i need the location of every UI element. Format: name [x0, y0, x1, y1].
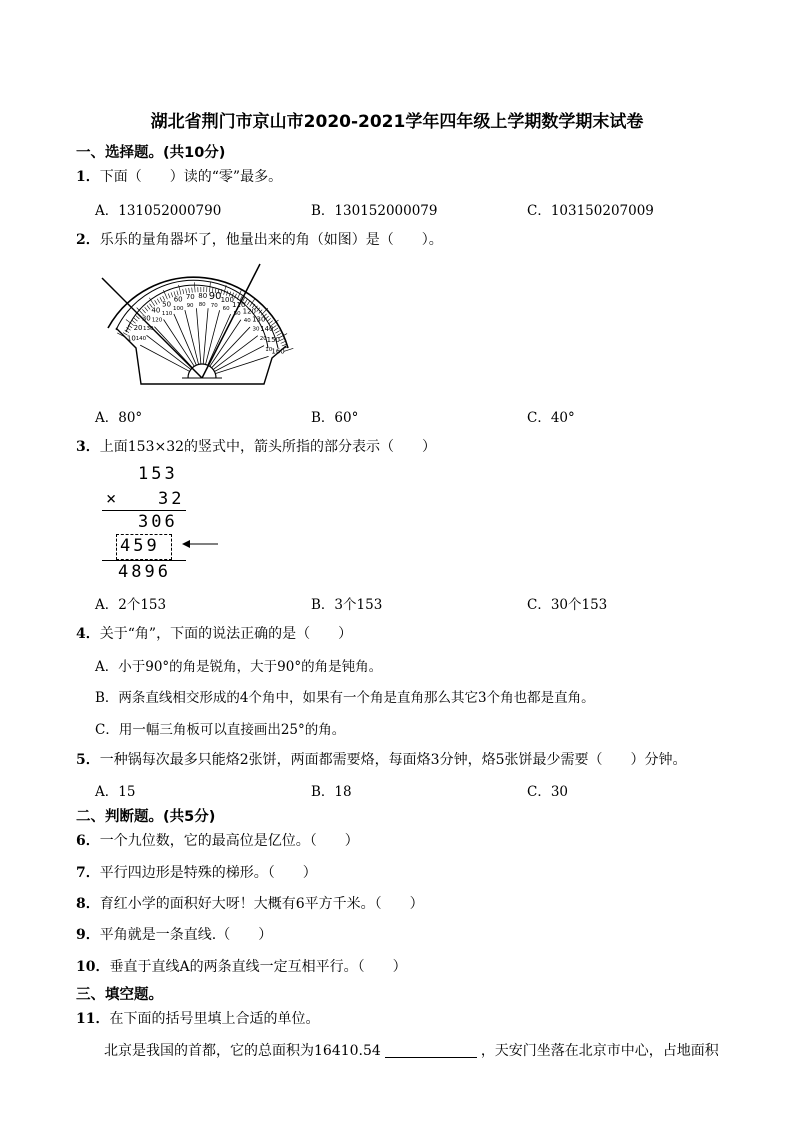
- protractor-inner-label: 110: [161, 310, 173, 317]
- protractor-tick: [157, 299, 159, 303]
- protractor-inner-label: 50: [233, 311, 241, 318]
- option-c: C．40°: [527, 410, 575, 426]
- protractor-tick: [192, 288, 193, 293]
- question-number: 5．: [76, 752, 100, 768]
- protractor-outer-label: 100: [220, 296, 234, 305]
- multiplicand: 153: [138, 464, 178, 484]
- protractor-inner-label: 130: [142, 326, 154, 333]
- question-number: 9．: [76, 927, 100, 943]
- broken-protractor-figure: [96, 258, 296, 388]
- protractor-outer-label: 150: [266, 335, 281, 344]
- protractor-tick: [183, 289, 184, 294]
- protractor-tick: [224, 285, 227, 295]
- question-2: [76, 229, 443, 249]
- protractor-outer-label: 140: [260, 325, 274, 334]
- paragraph-text: ，天安门坐落在北京市中心，占地面积: [480, 1043, 719, 1059]
- protractor-outer-label: 90: [208, 291, 222, 303]
- protractor-ray: [185, 310, 199, 364]
- protractor-ray: [215, 356, 268, 373]
- question-number: 10．: [76, 959, 110, 975]
- question-text: 育红小学的面积好大呀！大概有6平方千米。（ ）: [99, 896, 424, 912]
- protractor-tick: [274, 328, 278, 331]
- protractor-outer-label: 70: [185, 292, 195, 301]
- protractor-tick: [281, 341, 286, 343]
- protractor-tick: [136, 316, 140, 319]
- protractor-tick: [132, 320, 136, 323]
- protractor-tick: [134, 318, 138, 321]
- question-number: 1．: [76, 169, 100, 185]
- protractor-tick: [275, 331, 279, 334]
- protractor-inner-label: 60: [222, 306, 230, 313]
- option-b: B．60°: [311, 410, 359, 426]
- protractor-inner-label: 40: [243, 317, 251, 324]
- protractor-inner-label: 10: [265, 347, 273, 354]
- question-8: [76, 893, 424, 913]
- question-text: 一种锅每次最多只能烙2张饼，两面都需要烙，每面烙3分钟，烙5张饼最少需要（ ）分钟。: [99, 752, 687, 768]
- question-9: [76, 924, 272, 944]
- question-3: [76, 436, 436, 456]
- protractor-tick: [267, 318, 271, 321]
- protractor-inner-label: 80: [198, 302, 206, 309]
- question-text: 乐乐的量角器坏了，他量出来的角（如图）是（ ）。: [99, 232, 443, 248]
- option-b: B．130152000079: [311, 203, 438, 219]
- partial-product-2: 459: [120, 536, 160, 556]
- protractor-outer-label: 20: [133, 323, 143, 332]
- question-text: 关于“角”，下面的说法正确的是（ ）: [99, 626, 353, 642]
- question-number: 2．: [76, 232, 100, 248]
- question-11-paragraph: [104, 1040, 719, 1060]
- option-c: C．用一幅三角板可以直接画出25°的角。: [95, 722, 346, 738]
- question-text: 平行四边形是特殊的梯形。（ ）: [99, 865, 317, 881]
- option-a: A．80°: [95, 410, 143, 426]
- protractor-outer-label: 60: [173, 295, 183, 304]
- protractor-ray: [154, 327, 192, 368]
- protractor-inner-label: 120: [151, 317, 163, 324]
- question-number: 8．: [76, 896, 100, 912]
- question-7: [76, 862, 317, 882]
- question-text: 一个九位数，它的最高位是亿位。（ ）: [99, 833, 359, 849]
- protractor-tick: [155, 300, 158, 304]
- protractor-tick: [247, 301, 250, 305]
- question-text: 垂直于直线A的两条直线一定互相平行。（ ）: [109, 959, 407, 975]
- protractor-tick: [280, 339, 285, 341]
- option-b: B．18: [311, 784, 352, 800]
- option-c: C．30个153: [527, 597, 608, 613]
- protractor-inner-label: 100: [173, 306, 184, 313]
- protractor-outer-label: 10: [126, 334, 136, 343]
- section-heading-choice: 一、选择题。(共10分): [76, 145, 226, 161]
- multiplier: 32: [158, 489, 185, 509]
- protractor-inner-label: 30: [252, 326, 260, 333]
- protractor-outer-label: 130: [252, 315, 266, 324]
- paragraph-text: 北京是我国的首都，它的总面积为16410.54: [104, 1043, 381, 1059]
- multiply-sign: ×: [106, 489, 120, 509]
- question-number: 6．: [76, 833, 100, 849]
- protractor-ray: [203, 308, 208, 364]
- arrow-icon: [180, 538, 220, 550]
- protractor-ray: [196, 308, 200, 364]
- question-10: [76, 956, 407, 976]
- vertical-multiplication: [96, 462, 226, 582]
- page-title: 湖北省荆门市京山市2020-2021学年四年级上学期数学期末试卷: [150, 112, 644, 132]
- answer-blank[interactable]: [385, 1043, 477, 1058]
- section-heading-judgement: 二、判断题。(共5分): [76, 809, 216, 825]
- option-c: C．103150207009: [527, 203, 654, 219]
- protractor-outer-label: 40: [151, 306, 161, 315]
- question-4: [76, 623, 352, 643]
- protractor-tick: [142, 309, 145, 313]
- option-a: A．131052000790: [95, 203, 222, 219]
- question-number: 7．: [76, 865, 100, 881]
- protractor-outer-label: 80: [198, 292, 208, 301]
- option-b: B．两条直线相交形成的4个角中，如果有一个角是直角那么其它3个角也都是直角。: [95, 690, 595, 706]
- protractor-tick: [147, 305, 150, 309]
- protractor-inner-label: 70: [210, 303, 218, 310]
- question-6: [76, 830, 359, 850]
- question-text: 在下面的括号里填上合适的单位。: [109, 1011, 320, 1027]
- question-text: 平角就是一条直线.（ ）: [99, 927, 273, 943]
- protractor-tick: [171, 292, 173, 297]
- protractor-tick: [261, 308, 268, 315]
- option-a: A．小于90°的角是锐角，大于90°的角是钝角。: [95, 659, 383, 675]
- option-a: A．15: [95, 784, 136, 800]
- question-1: [76, 166, 282, 186]
- protractor-inner-label: 20: [259, 336, 267, 343]
- question-number: 3．: [76, 439, 100, 455]
- protractor-inner-label: 90: [186, 302, 194, 309]
- question-5: [76, 749, 686, 769]
- protractor-tick: [177, 291, 178, 296]
- question-text: 上面153×32的竖式中，箭头所指的部分表示（ ）: [99, 439, 437, 455]
- protractor-outer-label: 110: [232, 300, 246, 309]
- protractor-outer-label: 120: [242, 307, 257, 316]
- question-number: 4．: [76, 626, 100, 642]
- protractor-tick: [269, 321, 273, 324]
- protractor-outer-label: 30: [141, 314, 151, 323]
- protractor-outer-label: 50: [162, 300, 172, 309]
- protractor-tick: [284, 348, 294, 351]
- protractor-outer-label: 160: [271, 347, 285, 356]
- product: 4896: [118, 562, 171, 582]
- partial-product-1: 306: [138, 512, 178, 532]
- option-b: B．3个153: [311, 597, 383, 613]
- calc-rule: [102, 510, 186, 511]
- question-text: 下面（ ）读的“零”最多。: [99, 169, 283, 185]
- question-11: [76, 1008, 319, 1028]
- question-number: 11．: [76, 1011, 110, 1027]
- protractor-inner-label: 140: [135, 335, 147, 342]
- option-a: A．2个153: [95, 597, 167, 613]
- protractor-tick: [194, 282, 195, 292]
- calc-rule: [102, 560, 186, 561]
- protractor-tick: [168, 294, 170, 299]
- option-c: C．30: [527, 784, 569, 800]
- protractor-tick: [145, 307, 148, 311]
- section-heading-fill: 三、填空题。: [76, 987, 163, 1003]
